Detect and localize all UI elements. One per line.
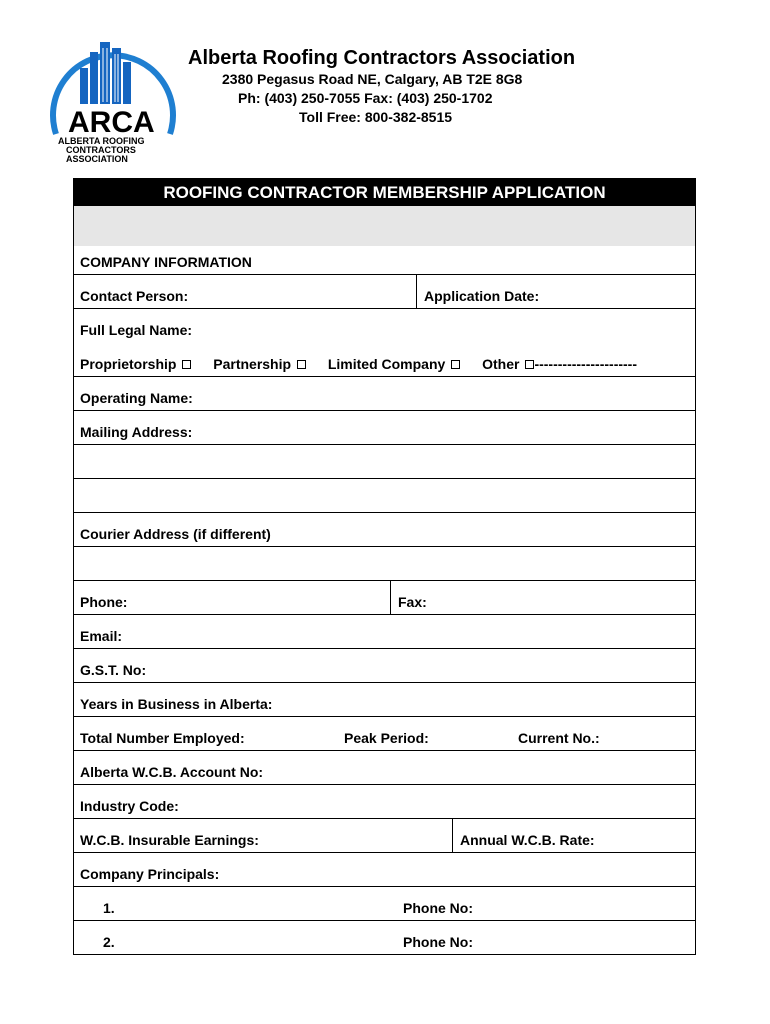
proprietorship-label: Proprietorship <box>80 356 177 372</box>
row-email[interactable] <box>74 614 695 648</box>
row-courier-address[interactable] <box>74 512 695 546</box>
partnership-checkbox[interactable] <box>297 360 306 369</box>
row-wcb-earnings[interactable] <box>74 818 695 852</box>
wcb-account-label: Alberta W.C.B. Account No: <box>80 764 264 780</box>
industry-code-label: Industry Code: <box>80 798 179 814</box>
proprietorship-checkbox[interactable] <box>182 360 191 369</box>
section-heading: COMPANY INFORMATION <box>80 254 252 270</box>
principal-phone-label: Phone No: <box>403 934 473 950</box>
principal-phone-label: Phone No: <box>403 900 473 916</box>
application-date-label: Application Date: <box>424 288 540 304</box>
row-years-in-business[interactable] <box>74 682 695 716</box>
row-employees[interactable] <box>74 716 695 750</box>
fax-label: Fax: <box>398 594 427 610</box>
row-gst[interactable] <box>74 648 695 682</box>
org-phone-fax: Ph: (403) 250-7055 Fax: (403) 250-1702 <box>238 90 493 106</box>
row-principal-2[interactable] <box>74 920 695 954</box>
principal-number: 1. <box>103 900 115 916</box>
row-mailing-address[interactable] <box>74 410 695 444</box>
membership-form <box>73 178 696 955</box>
principal-number: 2. <box>103 934 115 950</box>
full-legal-name-label: Full Legal Name: <box>80 322 193 338</box>
row-principal-1[interactable] <box>74 886 695 920</box>
partnership-label: Partnership <box>213 356 292 372</box>
phone-label: Phone: <box>80 594 128 610</box>
mailing-address-label: Mailing Address: <box>80 424 193 440</box>
org-name: Alberta Roofing Contractors Association <box>188 47 576 69</box>
row-courier-address-line-2[interactable] <box>74 546 695 580</box>
current-no-label: Current No.: <box>518 730 600 746</box>
row-business-type <box>74 342 695 376</box>
contact-person-label: Contact Person: <box>80 288 189 304</box>
row-company-principals <box>74 852 695 886</box>
limited-company-label: Limited Company <box>327 356 446 372</box>
section-company-info <box>74 246 695 274</box>
row-operating-name[interactable] <box>74 376 695 410</box>
other-fill-line: ---------------------- <box>534 356 638 372</box>
total-employed-label: Total Number Employed: <box>80 730 245 746</box>
org-toll-free: Toll Free: 800-382-8515 <box>299 109 453 125</box>
logo-subtext-line: ALBERTA ROOFING <box>58 136 145 146</box>
row-phone-fax[interactable] <box>74 580 695 614</box>
company-principals-label: Company Principals: <box>80 866 220 882</box>
form-title: ROOFING CONTRACTOR MEMBERSHIP APPLICATION <box>74 179 695 206</box>
email-label: Email: <box>80 628 123 644</box>
wcb-earnings-label: W.C.B. Insurable Earnings: <box>80 832 259 848</box>
logo-subtext-line: ASSOCIATION <box>66 154 128 164</box>
org-address: 2380 Pegasus Road NE, Calgary, AB T2E 8G8 <box>222 71 523 87</box>
row-mailing-address-line-2[interactable] <box>74 444 695 478</box>
row-contact[interactable] <box>74 274 695 308</box>
row-industry-code[interactable] <box>74 784 695 818</box>
logo-subtext-line: CONTRACTORS <box>66 145 136 155</box>
row-mailing-address-line-3[interactable] <box>74 478 695 512</box>
operating-name-label: Operating Name: <box>80 390 193 406</box>
peak-period-label: Peak Period: <box>344 730 429 746</box>
years-in-business-label: Years in Business in Alberta: <box>80 696 273 712</box>
gst-label: G.S.T. No: <box>80 662 147 678</box>
logo-subtext <box>58 137 178 164</box>
row-full-legal-name[interactable] <box>74 308 695 342</box>
limited-company-checkbox[interactable] <box>451 360 460 369</box>
courier-address-label: Courier Address (if different) <box>80 526 271 542</box>
other-label: Other <box>482 356 520 372</box>
wcb-rate-label: Annual W.C.B. Rate: <box>460 832 595 848</box>
business-type-options <box>80 356 637 372</box>
form-spacer <box>74 206 695 246</box>
row-wcb-account[interactable] <box>74 750 695 784</box>
logo-acronym: ARCA <box>68 106 155 139</box>
